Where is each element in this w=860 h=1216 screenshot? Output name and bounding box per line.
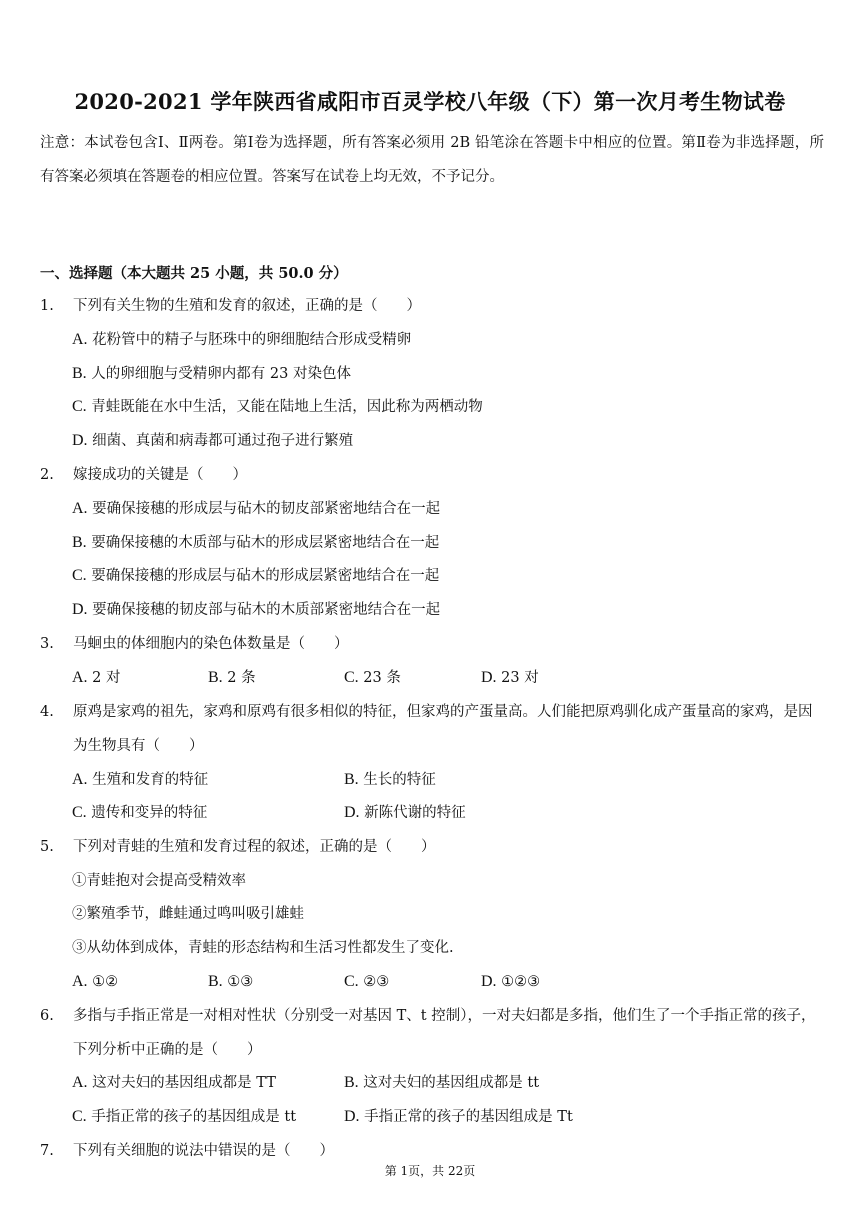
option-label: B. [344, 1074, 359, 1091]
option-label: B. [72, 534, 87, 551]
option-a [72, 499, 440, 519]
option-label: C. [72, 1108, 87, 1125]
option-text: ①② [92, 974, 119, 990]
option-text: 手指正常的孩子的基因组成是 tt [91, 1109, 297, 1125]
option-text: 人的卵细胞与受精卵内都有 23 对染色体 [91, 366, 351, 382]
question-stem: 原鸡是家鸡的祖先，家鸡和原鸡有很多相似的特征，但家鸡的产蛋量高。人们能把原鸡驯化成产蛋量高的家鸡，是因为生物具有（ ） [73, 704, 813, 754]
option-b [72, 364, 351, 384]
option-label: B. [344, 771, 359, 788]
option-text: 遗传和变异的特征 [91, 805, 208, 821]
option-label: A. [72, 669, 88, 686]
option-text: 手指正常的孩子的基因组成是 Tt [364, 1109, 573, 1125]
option-label: D. [481, 973, 497, 990]
option-c [72, 803, 207, 823]
option-d [344, 803, 466, 823]
option-text: 细菌、真菌和病毒都可通过孢子进行繁殖 [92, 433, 354, 449]
question-3 [40, 627, 826, 661]
option-text: 要确保接穗的形成层与砧木的形成层紧密地结合在一起 [91, 568, 440, 584]
question-number: 4. [40, 704, 54, 720]
option-b [208, 668, 256, 688]
statement-1: ①青蛙抱对会提高受精效率 [72, 873, 246, 889]
option-c [344, 668, 401, 688]
option-text: 生长的特征 [363, 772, 436, 788]
option-label: D. [344, 804, 360, 821]
section-heading: 一、选择题（本大题共 25 小题，共 50.0 分） [40, 265, 348, 282]
option-d [72, 600, 440, 620]
question-stem: 下列对青蛙的生殖和发育过程的叙述，正确的是（ ） [73, 839, 436, 855]
statement-2: ②繁殖季节，雌蛙通过鸣叫吸引雄蛙 [72, 906, 304, 922]
option-d [72, 431, 353, 451]
option-text: ①②③ [501, 974, 541, 990]
question-number: 2. [40, 467, 54, 483]
option-b [344, 1073, 539, 1093]
question-number: 1. [40, 298, 54, 314]
option-d [344, 1107, 573, 1127]
option-label: D. [72, 601, 88, 618]
option-text: 生殖和发育的特征 [92, 772, 209, 788]
page-footer: 第 1页，共 22页 [384, 1164, 476, 1178]
option-label: A. [72, 973, 88, 990]
option-a [72, 1073, 276, 1093]
option-label: C. [344, 669, 359, 686]
option-label: D. [344, 1108, 360, 1125]
option-label: B. [208, 669, 223, 686]
option-a [72, 972, 118, 992]
option-c [344, 972, 389, 992]
option-text: ①③ [227, 974, 254, 990]
option-label: B. [208, 973, 223, 990]
option-a [72, 770, 208, 790]
option-text: 23 对 [501, 670, 539, 686]
exam-notice: 注意：本试卷包含Ⅰ、Ⅱ两卷。第Ⅰ卷为选择题，所有答案必须用 2B 铅笔涂在答题卡中相应的位置。第Ⅱ卷为非选择题，所有答案必须填在答题卷的相应位置。答案写在试卷上均无效，不予记分。 [40, 135, 824, 185]
option-b [72, 533, 439, 553]
option-label: C. [72, 567, 87, 584]
option-label: A. [72, 1074, 88, 1091]
question-number: 3. [40, 636, 54, 652]
option-label: D. [72, 432, 88, 449]
option-c [72, 1107, 296, 1127]
option-text: 要确保接穗的形成层与砧木的韧皮部紧密地结合在一起 [92, 501, 441, 517]
question-stem: 马蛔虫的体细胞内的染色体数量是（ ） [73, 636, 349, 652]
question-4 [40, 695, 826, 763]
option-text: 23 条 [363, 670, 401, 686]
option-label: A. [72, 500, 88, 517]
option-text: 青蛙既能在水中生活，又能在陆地上生活，因此称为两栖动物 [91, 399, 483, 415]
option-label: B. [72, 365, 87, 382]
option-text: 要确保接穗的韧皮部与砧木的木质部紧密地结合在一起 [92, 602, 441, 618]
question-2 [40, 458, 826, 492]
question-stem: 多指与手指正常是一对相对性状（分别受一对基因 T、t 控制），一对夫妇都是多指，他们生了一个手指正常的孩子，下列分析中正确的是（ ） [73, 1008, 816, 1058]
option-label: C. [72, 804, 87, 821]
option-c [72, 397, 483, 417]
option-b [208, 972, 253, 992]
question-6 [40, 999, 826, 1067]
option-text: 2 条 [227, 670, 256, 686]
option-text: 花粉管中的精子与胚珠中的卵细胞结合形成受精卵 [92, 332, 412, 348]
option-b [344, 770, 436, 790]
option-text: ②③ [363, 974, 390, 990]
option-label: A. [72, 331, 88, 348]
option-c [72, 566, 439, 586]
option-text: 新陈代谢的特征 [364, 805, 466, 821]
option-a [72, 330, 411, 350]
option-d [481, 668, 539, 688]
option-text: 这对夫妇的基因组成都是 TT [92, 1075, 276, 1091]
option-label: D. [481, 669, 497, 686]
question-number: 6. [40, 1008, 54, 1024]
exam-title: 2020-2021 学年陕西省咸阳市百灵学校八年级（下）第一次月考生物试卷 [74, 89, 786, 114]
statement-3: ③从幼体到成体，青蛙的形态结构和生活习性都发生了变化. [72, 940, 454, 956]
option-label: C. [344, 973, 359, 990]
option-label: A. [72, 771, 88, 788]
question-stem: 嫁接成功的关键是（ ） [73, 467, 247, 483]
question-number: 7. [40, 1143, 54, 1159]
option-label: C. [72, 398, 87, 415]
question-5 [40, 830, 826, 864]
question-1 [40, 289, 826, 323]
option-text: 要确保接穗的木质部与砧木的形成层紧密地结合在一起 [91, 535, 440, 551]
option-text: 2 对 [92, 670, 121, 686]
question-stem: 下列有关细胞的说法中错误的是（ ） [73, 1143, 334, 1159]
option-d [481, 972, 540, 992]
option-a [72, 668, 121, 688]
question-stem: 下列有关生物的生殖和发育的叙述，正确的是（ ） [73, 298, 421, 314]
option-text: 这对夫妇的基因组成都是 tt [363, 1075, 540, 1091]
question-number: 5. [40, 839, 54, 855]
